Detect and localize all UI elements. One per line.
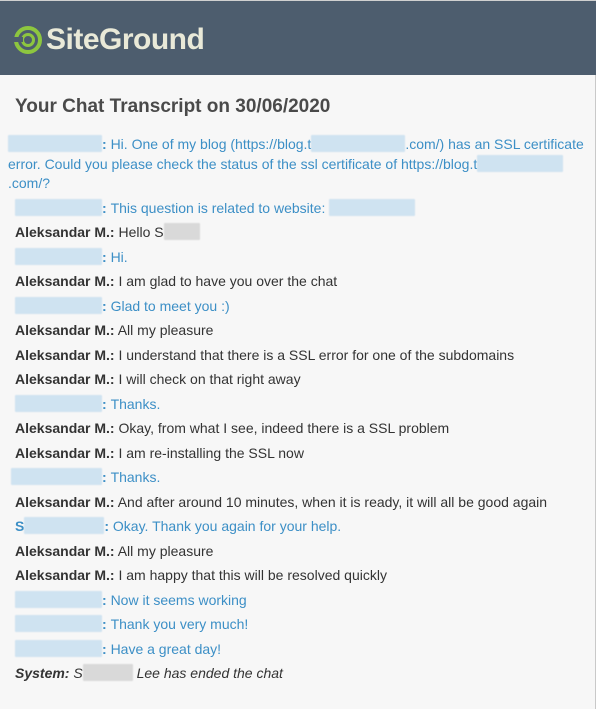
message-text: Hi. xyxy=(110,248,128,265)
message-text: Thank you very much! xyxy=(110,616,249,632)
chat-message: : Glad to meet you :) xyxy=(15,297,585,317)
chat-message xyxy=(15,419,585,439)
message-text: I am re-installing the SSL now xyxy=(118,444,304,461)
chat-message: : Have a great day! xyxy=(15,640,585,660)
redacted-name xyxy=(15,199,102,216)
message-text: S xyxy=(73,665,83,681)
redacted-name xyxy=(15,640,102,657)
chat-message: : Hi. xyxy=(15,248,585,268)
page-title: Your Chat Transcript on 30/06/2020 xyxy=(15,96,331,117)
message-text: All my pleasure xyxy=(117,542,214,559)
message-text: I am glad to have you over the chat xyxy=(118,273,338,289)
message-text: I understand that there is a SSL error for one of the subdomains xyxy=(118,346,515,363)
sender-name: Aleksandar M.: xyxy=(15,273,115,289)
siteground-swirl-icon xyxy=(14,25,42,55)
sender-name: System: xyxy=(15,665,70,681)
sender-name: Aleksandar M.: xyxy=(15,542,115,559)
header-bar xyxy=(0,1,596,75)
message-text: Hi. One of my blog (https://blog.t xyxy=(110,136,312,152)
chat-messages xyxy=(8,135,585,684)
chat-message xyxy=(15,370,585,390)
redacted-text xyxy=(83,664,133,681)
message-text: This question is related to website: xyxy=(110,199,326,216)
sender-name: Aleksandar M.: xyxy=(15,493,115,510)
message-text: Okay. Thank you again for your help. xyxy=(112,518,342,534)
chat-message xyxy=(15,493,585,513)
chat-message xyxy=(15,444,585,464)
message-text: Glad to meet you :) xyxy=(110,297,230,314)
chat-message: : Now it seems working xyxy=(15,591,585,611)
message-text: I am happy that this will be resolved quickly xyxy=(118,567,387,583)
chat-message xyxy=(15,321,585,341)
sender-name: Aleksandar M.: xyxy=(15,371,115,387)
sender-name: Aleksandar M.: xyxy=(15,346,115,363)
redacted-text xyxy=(477,155,563,172)
chat-message: : Hi. One of my blog (https://blog.t .com/) has an SSL certificate error. Could you please check the status of the ssl certificate of https://blog.t.com/? xyxy=(8,136,584,191)
message-text: Okay, from what I see, indeed there is a SSL problem xyxy=(118,420,450,436)
chat-message xyxy=(15,272,585,292)
message-text: I will check on that right away xyxy=(118,371,301,387)
sender-name: Aleksandar M.: xyxy=(15,567,115,583)
redacted-name xyxy=(24,517,104,534)
chat-message xyxy=(15,223,585,243)
redacted-name xyxy=(15,615,102,632)
redacted-text xyxy=(329,199,415,216)
brand-name: SiteGround xyxy=(46,23,205,56)
siteground-logo xyxy=(14,23,204,57)
chat-message: S : Okay. Thank you again for your help. xyxy=(15,518,342,534)
redacted-name xyxy=(15,297,102,314)
redacted-text xyxy=(311,135,405,152)
chat-message xyxy=(15,566,585,586)
chat-message: : Thanks. xyxy=(11,468,585,488)
message-text: .com/) has an SSL certificate error. Could you please check the status of the ssl certificate of https://blog.t xyxy=(8,136,584,172)
message-text: And after around 10 minutes, when it is ready, it will all be good again xyxy=(117,493,548,510)
chat-message xyxy=(15,542,585,562)
redacted-name xyxy=(15,591,102,608)
redacted-name xyxy=(15,248,102,265)
message-text: Thanks. xyxy=(110,469,161,485)
sender-name: S xyxy=(15,518,25,534)
message-text: Hello S xyxy=(118,224,164,240)
sender-name: Aleksandar M.: xyxy=(15,420,115,436)
message-text: All my pleasure xyxy=(117,322,214,338)
redacted-name xyxy=(11,468,102,485)
sender-name: Aleksandar M.: xyxy=(15,444,115,461)
message-text: Now it seems working xyxy=(110,591,247,608)
message-text: Thanks. xyxy=(110,395,161,412)
chat-message: : Thanks. xyxy=(15,395,585,415)
redacted-name xyxy=(15,395,102,412)
chat-message xyxy=(15,346,585,366)
message-text: Lee has ended the chat xyxy=(136,665,283,681)
chat-message: : This question is related to website: xyxy=(15,199,585,219)
redacted-name xyxy=(8,135,102,152)
message-text: Have a great day! xyxy=(110,640,222,657)
sender-name: Aleksandar M.: xyxy=(15,224,115,240)
system-message xyxy=(15,664,585,684)
message-text: .com/? xyxy=(8,175,51,191)
chat-message: : Thank you very much! xyxy=(15,615,585,635)
sender-name: Aleksandar M.: xyxy=(15,322,115,338)
redacted-text xyxy=(164,223,200,240)
